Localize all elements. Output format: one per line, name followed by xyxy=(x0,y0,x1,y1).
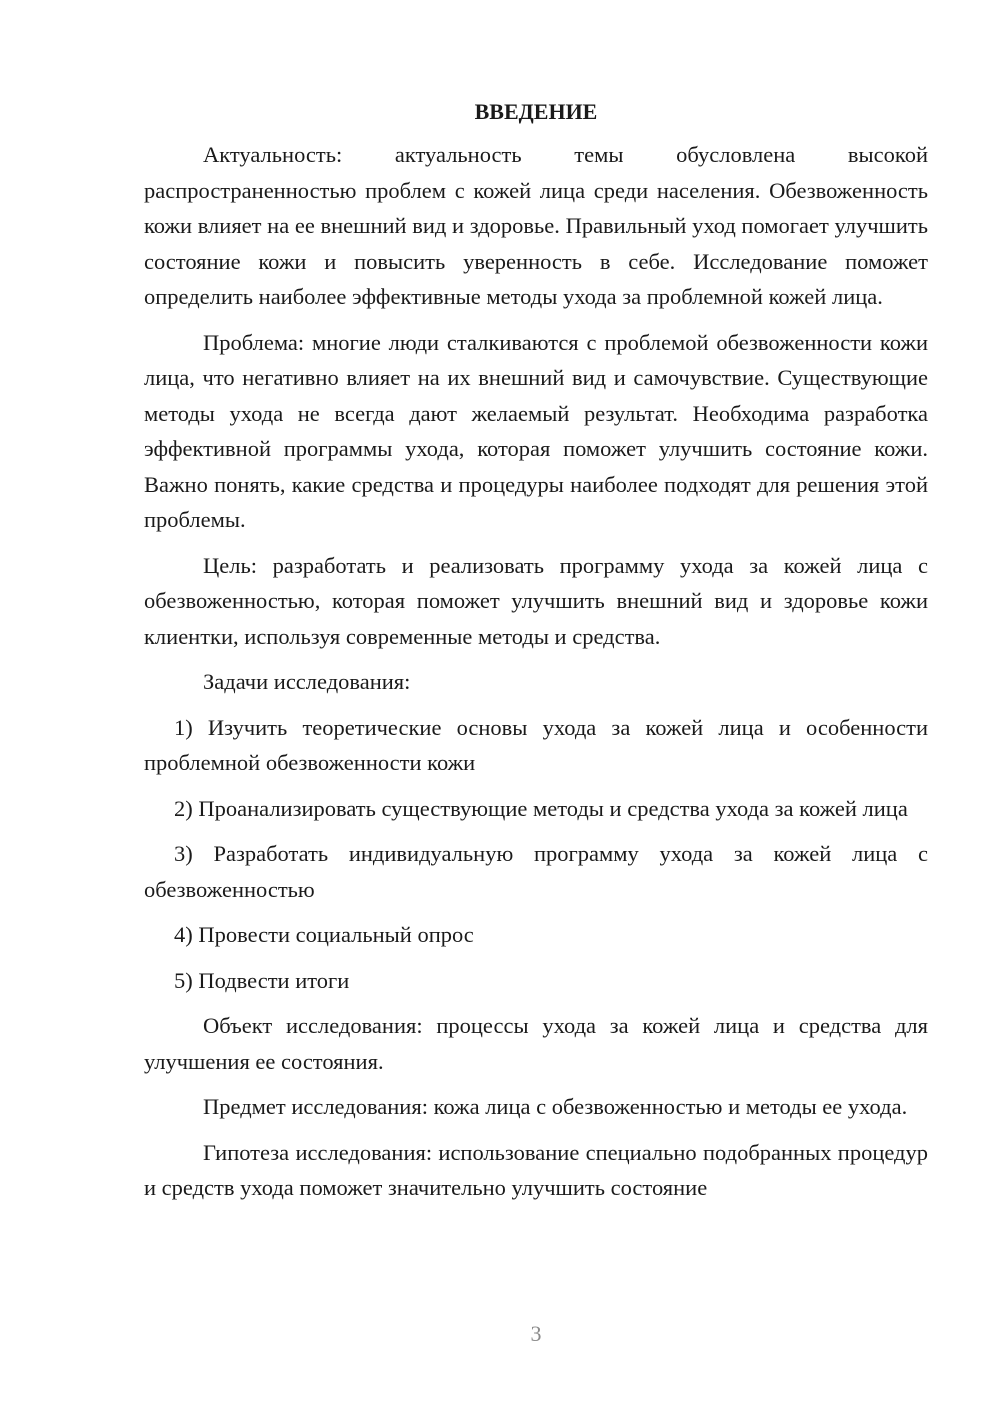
paragraph-problem: Проблема: многие люди сталкиваются с проблемой обезвоженности кожи лица, что негативно влияет на их внешний вид и самочувствие. Существующие методы ухода не всегда дают желаемый результат. Необходима разработка эффективной программы ухода, которая поможет улучшить состояние кожи. Важно понять, какие средства и процедуры наиболее подходят для решения этой проблемы. xyxy=(144,329,928,532)
page-number: 3 xyxy=(530,1321,542,1346)
paragraph-object: Объект исследования: процессы ухода за кожей лица и средства для улучшения ее состояния. xyxy=(144,1013,928,1074)
task-item: 3) Разработать индивидуальную программу ухода за кожей лица с обезвоженностью xyxy=(144,841,928,902)
task-item: 4) Провести социальный опрос xyxy=(174,922,474,947)
paragraph-subject: Предмет исследования: кожа лица с обезвоженностью и методы ее ухода. xyxy=(203,1094,908,1119)
paragraph-goal: Цель: разработать и реализовать программу ухода за кожей лица с обезвоженностью, которая поможет улучшить внешний вид и здоровье кожи клиентки, используя современные методы и средства. xyxy=(144,552,928,649)
page-content xyxy=(144,95,928,1216)
paragraph-hypothesis: Гипотеза исследования: использование специально подобранных процедур и средств ухода поможет значительно улучшить состояние xyxy=(144,1139,928,1200)
paragraph-relevance: Актуальность: актуальность темы обусловлена высокой распространенностью проблем с кожей лица среди населения. Обезвоженность кожи влияет на ее внешний вид и здоровье. Правильный уход помогает улучшить состояние кожи и повысить уверенность в себе. Исследование поможет определить наиболее эффективные методы ухода за проблемной кожей лица. xyxy=(144,142,928,309)
task-item: 1) Изучить теоретические основы ухода за кожей лица и особенности проблемной обезвоженности кожи xyxy=(144,714,928,775)
task-item: 2) Проанализировать существующие методы и средства ухода за кожей лица xyxy=(174,795,908,821)
tasks-heading: Задачи исследования: xyxy=(203,669,411,694)
task-item: 5) Подвести итоги xyxy=(174,967,350,993)
page-title: ВВЕДЕНИЕ xyxy=(474,99,598,124)
